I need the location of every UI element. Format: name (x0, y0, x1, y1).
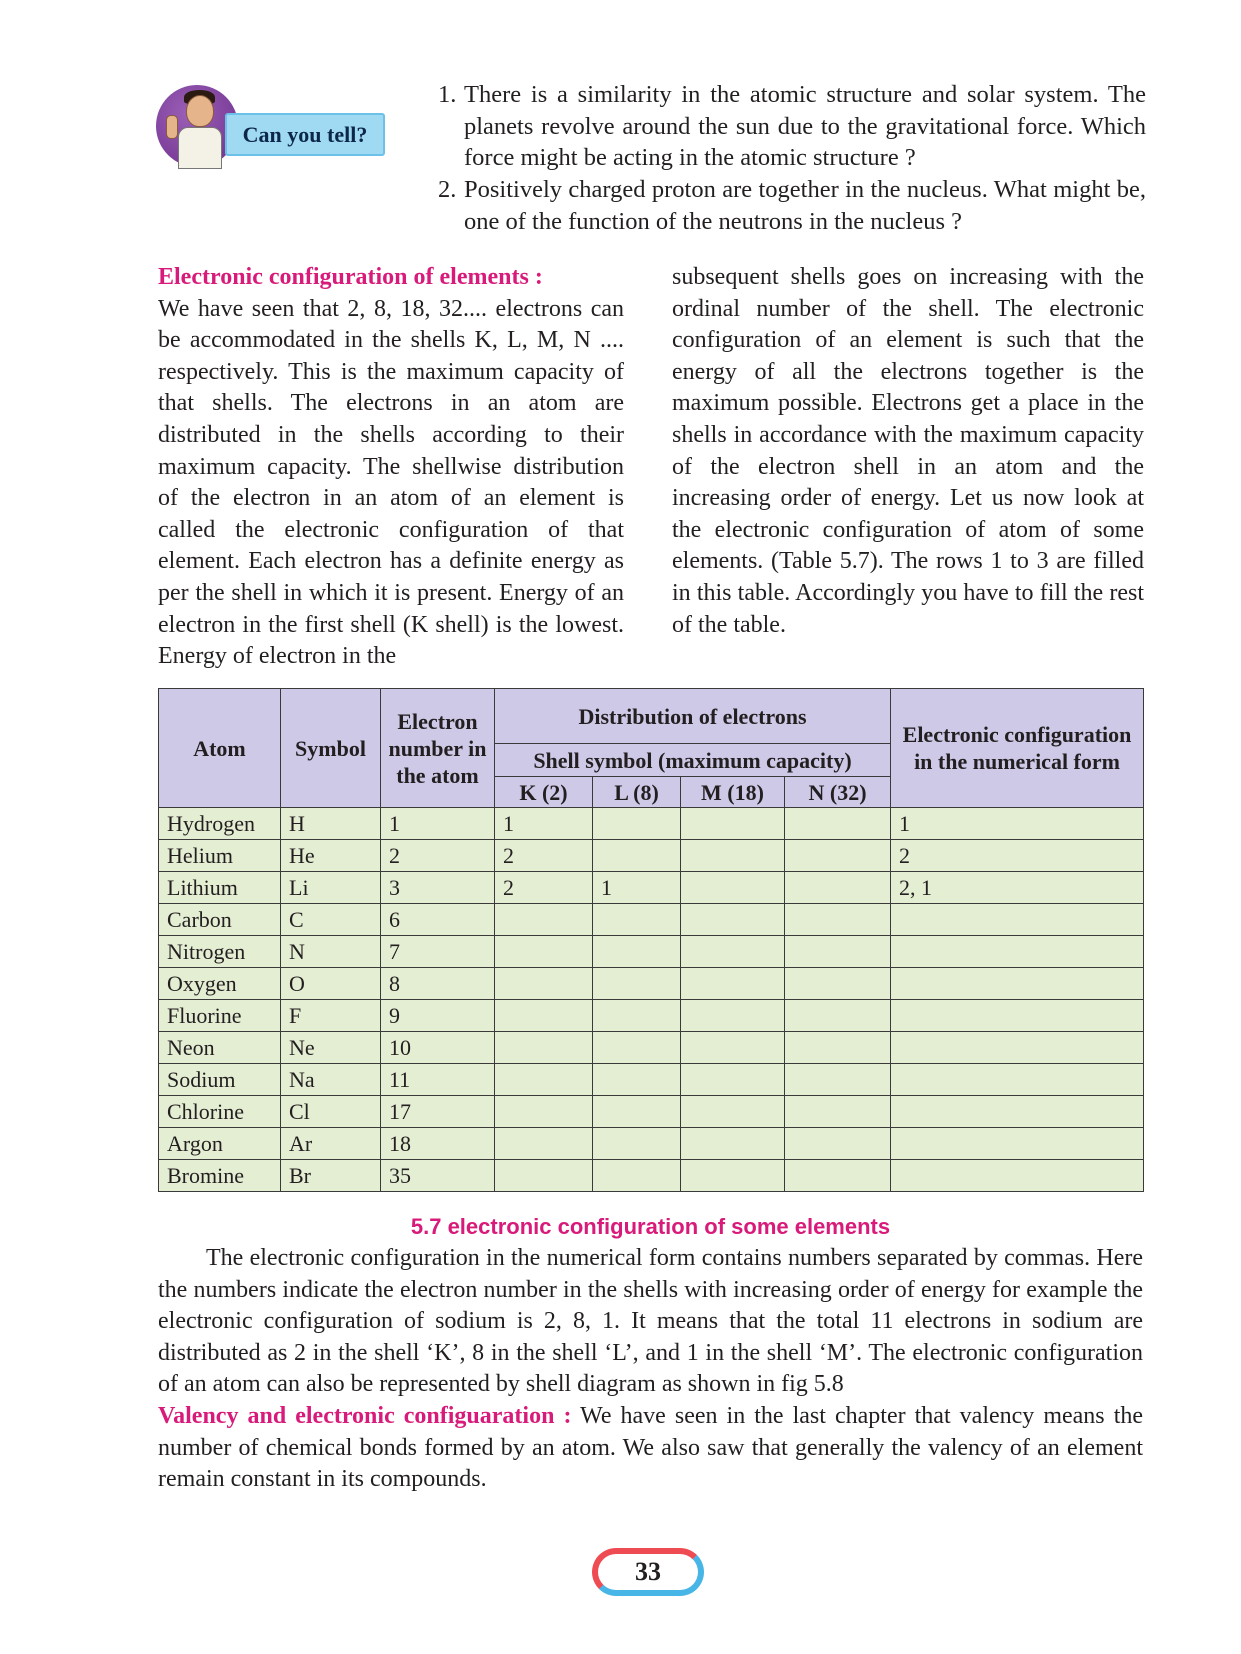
cell-atom: Helium (159, 840, 281, 872)
cell-number: 17 (381, 1096, 495, 1128)
header-electron-number: Electron number in the atom (381, 689, 495, 808)
table-row (159, 1096, 1144, 1128)
cell-number: 11 (381, 1064, 495, 1096)
cell-k (495, 1128, 593, 1160)
cell-symbol: N (281, 936, 381, 968)
cell-number: 2 (381, 840, 495, 872)
cell-atom: Bromine (159, 1160, 281, 1192)
cell-l (593, 1064, 681, 1096)
cell-config (891, 1096, 1144, 1128)
cell-symbol: Cl (281, 1096, 381, 1128)
cell-n (785, 872, 891, 904)
table-row (159, 1128, 1144, 1160)
valency-heading: Valency and electronic configuaration : (158, 1402, 572, 1429)
cell-atom: Nitrogen (159, 936, 281, 968)
cell-n (785, 840, 891, 872)
cell-atom: Lithium (159, 872, 281, 904)
configuration-paragraph: The electronic configuration in the numerical form contains numbers separated by commas. Here the numbers indicate the electron number in the shells with increasing order of energy for example the electronic configuration of sodium is 2, 8, 1. It means that the total 11 electrons in sodium are distributed as 2 in the shell ‘K’, 8 in the shell ‘L’, and 1 in the shell ‘M’. The electronic configuration of an atom can also be represented by shell diagram as shown in fig 5.8 (158, 1245, 1143, 1398)
cell-l (593, 904, 681, 936)
table-row (159, 968, 1144, 1000)
cell-n (785, 1160, 891, 1192)
left-column (158, 262, 624, 673)
cell-l (593, 1000, 681, 1032)
cell-n (785, 904, 891, 936)
header-shell-m: M (18) (681, 777, 785, 808)
header-shell-l: L (8) (593, 777, 681, 808)
cell-number: 7 (381, 936, 495, 968)
cell-l (593, 1128, 681, 1160)
cell-symbol: F (281, 1000, 381, 1032)
question-2 (438, 174, 1146, 237)
cell-number: 10 (381, 1032, 495, 1064)
cell-number: 8 (381, 968, 495, 1000)
right-column-text: subsequent shells goes on increasing with the ordinal number of the shell. The electronic configuration of an element is such that the energy of all the electrons together is the maximum possible. Electrons get a place in the shells in accordance with the maximum capacity of the electron shell in an atom and the increasing order of energy. Let us now look at the electronic configuration of atom of some elements. (Table 5.7). The rows 1 to 3 are filled in this table. Accordingly you have to fill the rest of the table. (672, 264, 1144, 638)
cell-l (593, 840, 681, 872)
header-numerical-form: Electronic configuration in the numerical form (891, 689, 1144, 808)
cell-k: 1 (495, 808, 593, 840)
cell-k: 2 (495, 872, 593, 904)
cell-number: 6 (381, 904, 495, 936)
bottom-text (158, 1243, 1143, 1496)
cell-number: 3 (381, 872, 495, 904)
cell-m (681, 904, 785, 936)
cell-n (785, 1128, 891, 1160)
cell-symbol: Na (281, 1064, 381, 1096)
cell-number: 1 (381, 808, 495, 840)
can-you-tell-label: Can you tell? (225, 113, 385, 156)
cell-n (785, 808, 891, 840)
cell-l (593, 1032, 681, 1064)
cell-atom: Argon (159, 1128, 281, 1160)
cell-l (593, 1096, 681, 1128)
cell-config (891, 1160, 1144, 1192)
table-row (159, 808, 1144, 840)
cell-n (785, 1064, 891, 1096)
page-number: 33 (606, 1556, 690, 1588)
cell-m (681, 936, 785, 968)
table-row (159, 872, 1144, 904)
cell-symbol: Br (281, 1160, 381, 1192)
question-1 (438, 79, 1146, 174)
cell-symbol: O (281, 968, 381, 1000)
cell-config (891, 968, 1144, 1000)
cell-symbol: Ar (281, 1128, 381, 1160)
cell-n (785, 936, 891, 968)
table-row (159, 936, 1144, 968)
valency-paragraph (158, 1401, 1143, 1496)
cell-l (593, 1160, 681, 1192)
cell-config (891, 1032, 1144, 1064)
cell-m (681, 1000, 785, 1032)
header-distribution: Distribution of electrons (495, 689, 891, 744)
cell-config (891, 1064, 1144, 1096)
cell-k (495, 1096, 593, 1128)
cell-m (681, 1064, 785, 1096)
table-row (159, 904, 1144, 936)
cell-number: 35 (381, 1160, 495, 1192)
cell-config (891, 904, 1144, 936)
cell-m (681, 1096, 785, 1128)
cell-k (495, 1160, 593, 1192)
cell-symbol: H (281, 808, 381, 840)
cell-m (681, 1032, 785, 1064)
table-row (159, 1064, 1144, 1096)
valency-text: We have seen in the last chapter that valency means the number of chemical bonds formed by an atom. We also saw that generally the valency of an element remain constant in its compounds. (158, 1402, 1144, 1493)
cell-number: 9 (381, 1000, 495, 1032)
cell-n (785, 1096, 891, 1128)
cell-n (785, 1032, 891, 1064)
right-column (672, 262, 1144, 641)
header-shell-symbol: Shell symbol (maximum capacity) (495, 744, 891, 777)
cell-symbol: Li (281, 872, 381, 904)
cell-n (785, 968, 891, 1000)
cell-k (495, 1032, 593, 1064)
cell-m (681, 840, 785, 872)
cell-k (495, 1064, 593, 1096)
cell-m (681, 968, 785, 1000)
cell-l: 1 (593, 872, 681, 904)
cell-k (495, 1000, 593, 1032)
cell-config: 2, 1 (891, 872, 1144, 904)
cell-config: 2 (891, 840, 1144, 872)
header-symbol: Symbol (281, 689, 381, 808)
header-shell-k: K (2) (495, 777, 593, 808)
can-you-tell-callout (156, 85, 388, 175)
page-number-badge (592, 1548, 704, 1596)
cell-atom: Chlorine (159, 1096, 281, 1128)
cell-number: 18 (381, 1128, 495, 1160)
cell-m (681, 872, 785, 904)
cell-m (681, 1160, 785, 1192)
left-column-text: We have seen that 2, 8, 18, 32.... electrons can be accommodated in the shells K, L, M, N .... respectively. This is the maximum capacity of that shells. The electrons in an atom are distributed in the shells according to their maximum capacity. The shellwise distribution of the electron in an atom of an element is called the electronic configuration of that element. Each electron has a definite energy as per the shell in which it is present. Energy of an electron in the first shell (K shell) is the lowest. Energy of electron in the (158, 295, 624, 670)
electronic-configuration-table (158, 688, 1144, 1192)
cell-k (495, 968, 593, 1000)
cell-atom: Sodium (159, 1064, 281, 1096)
question-text: There is a similarity in the atomic structure and solar system. The planets revolve around the sun due to the gravitational force. Which force might be acting in the atomic structure ? (464, 81, 1146, 171)
table-row (159, 1032, 1144, 1064)
cell-l (593, 808, 681, 840)
cell-symbol: C (281, 904, 381, 936)
cell-atom: Neon (159, 1032, 281, 1064)
cell-m (681, 808, 785, 840)
question-number: 1. (438, 81, 457, 108)
cell-atom: Fluorine (159, 1000, 281, 1032)
table-row (159, 1160, 1144, 1192)
table-row (159, 1000, 1144, 1032)
cell-atom: Hydrogen (159, 808, 281, 840)
cell-k (495, 936, 593, 968)
table-caption: 5.7 electronic configuration of some elements (410, 1214, 891, 1239)
question-text: Positively charged proton are together in the nucleus. What might be, one of the function of the neutrons in the nucleus ? (464, 176, 1146, 235)
cell-config (891, 1128, 1144, 1160)
cell-k: 2 (495, 840, 593, 872)
question-number: 2. (438, 176, 457, 203)
section-heading: Electronic configuration of elements : (158, 264, 543, 290)
header-shell-n: N (32) (785, 777, 891, 808)
table-row (159, 840, 1144, 872)
cell-config: 1 (891, 808, 1144, 840)
cell-k (495, 904, 593, 936)
cell-m (681, 1128, 785, 1160)
cell-atom: Oxygen (159, 968, 281, 1000)
cell-symbol: Ne (281, 1032, 381, 1064)
cell-symbol: He (281, 840, 381, 872)
header-atom: Atom (159, 689, 281, 808)
cell-atom: Carbon (159, 904, 281, 936)
cell-l (593, 968, 681, 1000)
cell-n (785, 1000, 891, 1032)
cell-l (593, 936, 681, 968)
cell-config (891, 1000, 1144, 1032)
cell-config (891, 936, 1144, 968)
